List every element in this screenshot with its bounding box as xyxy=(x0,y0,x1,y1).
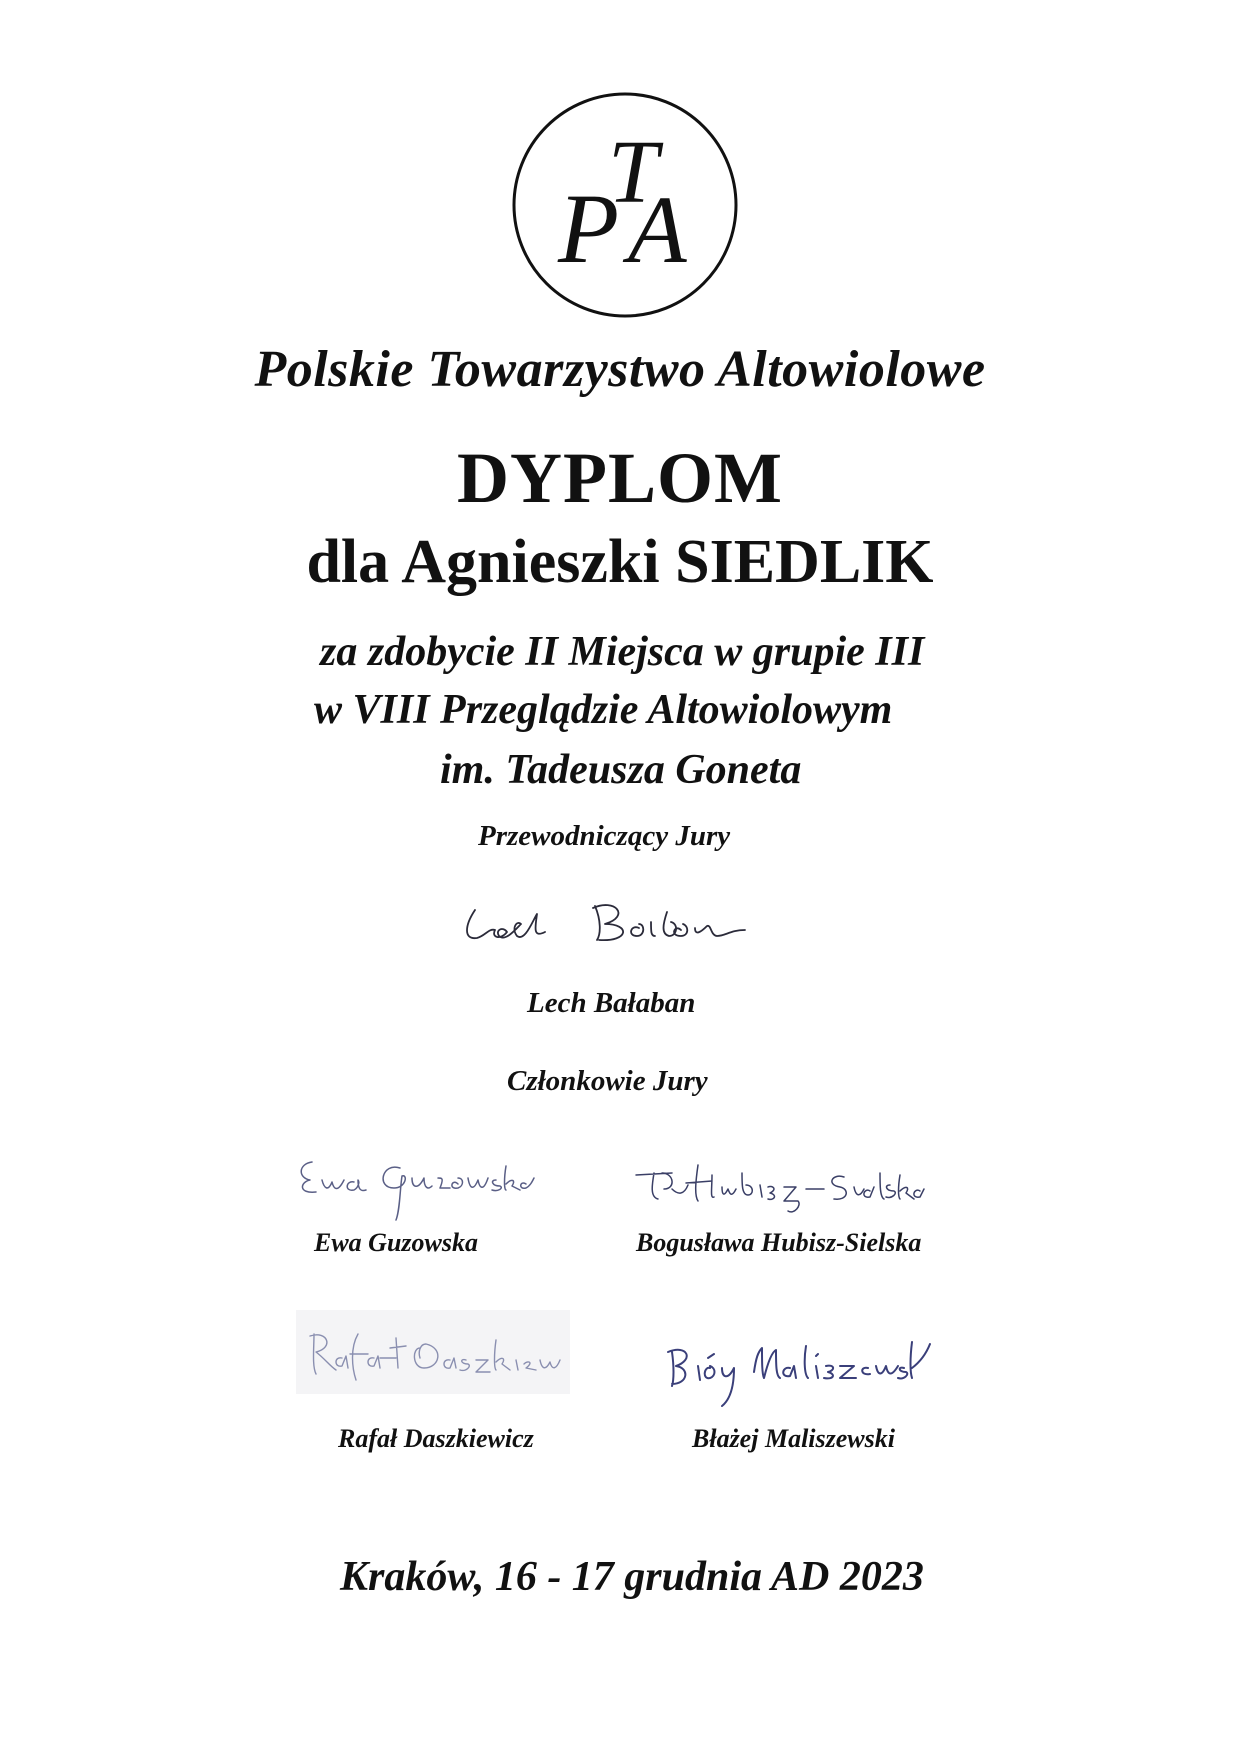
diploma-title: DYPLOM xyxy=(457,438,783,518)
jury-member-name: Rafał Daszkiewicz xyxy=(338,1424,534,1453)
jury-chair-label: Przewodniczący Jury xyxy=(478,820,731,852)
svg-text:A: A xyxy=(628,176,687,283)
svg-text:P: P xyxy=(558,173,620,284)
member-signature-4 xyxy=(658,1322,938,1412)
jury-member-name: Błażej Maliszewski xyxy=(692,1424,895,1453)
svg-text:T: T xyxy=(608,123,659,222)
member-signature-3 xyxy=(300,1318,570,1394)
award-reason-line-2: w VIII Przeglądzie Altowiolowym xyxy=(314,687,893,733)
jury-member-name: Ewa Guzowska xyxy=(314,1228,478,1257)
member-signature-2 xyxy=(628,1145,928,1225)
member-signature-1 xyxy=(290,1148,540,1228)
diploma-recipient: dla Agnieszki SIEDLIK xyxy=(306,528,934,596)
award-reason-line-1: za zdobycie II Miejsca w grupie III xyxy=(320,629,925,675)
award-reason-line-3: im. Tadeusza Goneta xyxy=(440,747,802,793)
jury-chair-name: Lech Bałaban xyxy=(527,987,696,1019)
society-name: Polskie Towarzystwo Altowiolowe xyxy=(254,341,986,398)
jury-members-label: Członkowie Jury xyxy=(507,1065,708,1097)
place-and-date: Kraków, 16 - 17 grudnia AD 2023 xyxy=(340,1554,924,1600)
chair-signature xyxy=(455,880,775,960)
pta-logo xyxy=(510,90,740,320)
jury-member-name: Bogusława Hubisz-Sielska xyxy=(636,1228,922,1257)
